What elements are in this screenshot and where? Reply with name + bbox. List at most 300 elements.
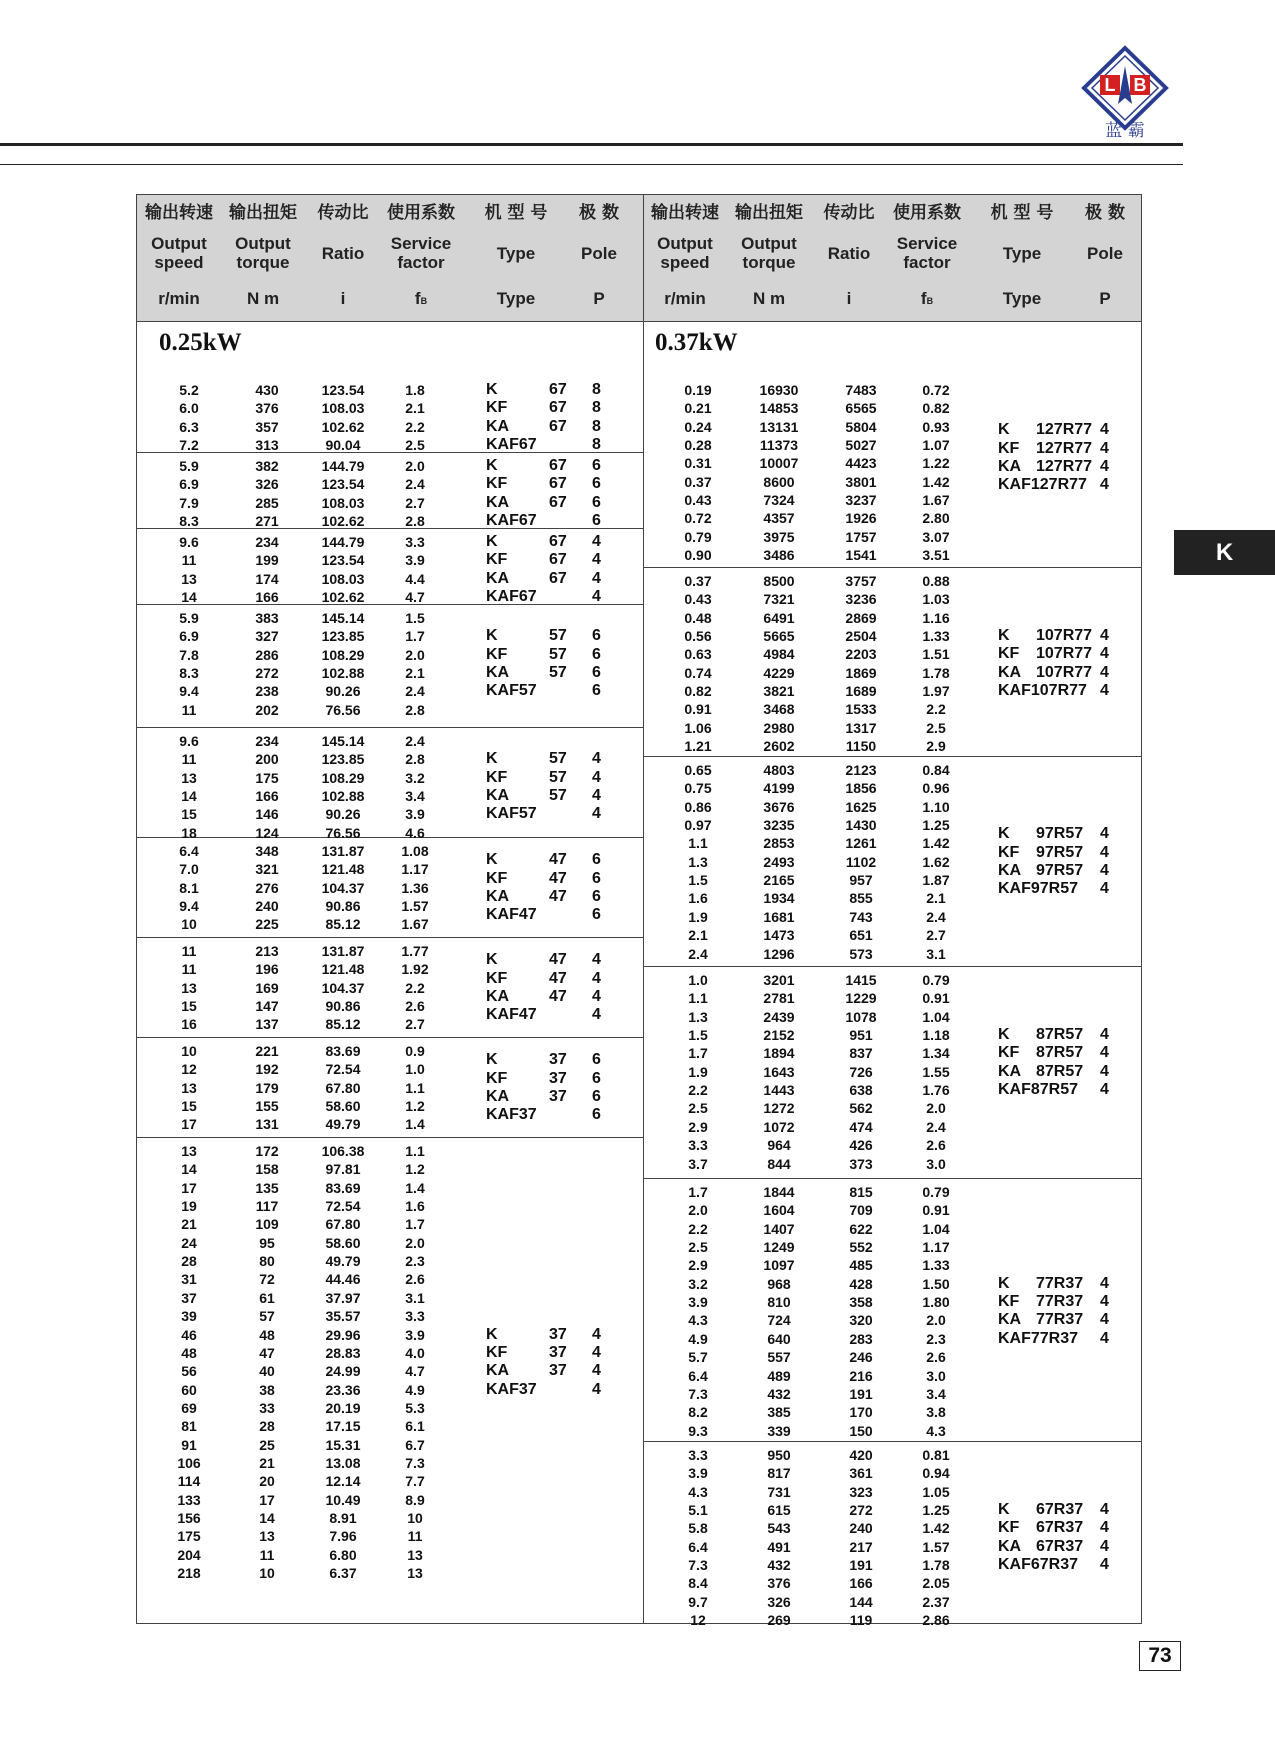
cell-speed: 9.3 (688, 1422, 708, 1439)
cell-torque: 13131 (759, 418, 799, 435)
cell-speed: 6.0 (179, 400, 199, 417)
cell-service-factor: 3.07 (922, 528, 950, 545)
group-1-0 (644, 377, 1141, 568)
cell-torque: 196 (255, 961, 279, 978)
type-row (137, 1362, 643, 1380)
cell-ratio: 131.87 (321, 943, 365, 959)
type-row (644, 421, 1141, 439)
type-prefix: KAF57 (486, 682, 537, 700)
cell-torque: 1604 (763, 1202, 795, 1219)
cell-service-factor: 1.51 (922, 646, 950, 663)
type-row (137, 1344, 643, 1362)
cell-ratio: 102.88 (321, 788, 365, 805)
top-rule-thin (0, 164, 1183, 165)
cell-speed: 14 (181, 1161, 197, 1178)
cell-ratio: 358 (849, 1294, 873, 1311)
cell-service-factor: 5.3 (405, 1399, 425, 1416)
table-row (644, 1256, 1141, 1274)
cell-torque: 3676 (763, 798, 795, 815)
type-size: 37 (549, 1325, 567, 1343)
cell-speed: 10 (181, 1043, 197, 1059)
type-size: 57 (549, 787, 567, 805)
cell-torque: 3821 (763, 683, 795, 700)
cell-torque: 47 (259, 1344, 275, 1361)
type-prefix: KAF67 (486, 436, 537, 454)
cell-speed: 1.6 (688, 890, 708, 907)
type-prefix: KAF47 (486, 906, 537, 924)
cell-ratio: 144 (849, 1593, 873, 1610)
cell-torque: 376 (255, 400, 279, 417)
cell-service-factor: 1.50 (922, 1275, 950, 1292)
cell-torque: 1072 (763, 1118, 795, 1135)
type-prefix: KA (486, 1087, 510, 1105)
cell-ratio: 6.37 (329, 1565, 357, 1582)
header-service-factor-zh: 使用系数 (893, 203, 961, 223)
cell-speed: 106 (177, 1454, 201, 1471)
cell-service-factor: 1.57 (401, 898, 429, 915)
type-row (137, 1051, 643, 1069)
header-service-factor-en: Service factor (390, 234, 452, 272)
cell-speed: 14 (181, 589, 197, 606)
type-pole: 6 (592, 682, 601, 700)
cell-ratio: 131.87 (321, 843, 365, 859)
cell-torque: 11 (259, 1546, 275, 1563)
cell-torque: 1272 (763, 1100, 795, 1117)
cell-torque: 6491 (763, 609, 795, 626)
type-prefix: K (486, 1325, 498, 1343)
header-output-torque-zh: 输出扭矩 (735, 203, 803, 223)
header-type-zh: 机 型 号 (990, 203, 1054, 223)
cell-service-factor: 2.6 (405, 998, 425, 1015)
cell-service-factor: 1.4 (405, 1179, 425, 1196)
type-row (137, 627, 643, 645)
type-prefix: K (486, 1051, 498, 1069)
cell-torque: 169 (255, 979, 279, 996)
type-row (137, 436, 643, 454)
table-row (644, 761, 1141, 779)
cell-service-factor: 2.37 (922, 1593, 950, 1610)
type-prefix: KAF77R37 (998, 1329, 1079, 1347)
group-0-1 (137, 453, 643, 529)
cell-speed: 81 (181, 1418, 197, 1435)
cell-speed: 16 (181, 1016, 197, 1033)
cell-torque: 810 (767, 1294, 791, 1311)
cell-service-factor: 13 (407, 1565, 423, 1582)
cell-service-factor: 13 (407, 1546, 423, 1563)
cell-service-factor: 6.7 (405, 1436, 425, 1453)
header-output-speed-en: Output speed (657, 234, 713, 272)
cell-speed: 11 (181, 552, 197, 569)
type-row (644, 1538, 1141, 1556)
cell-service-factor: 1.17 (401, 861, 429, 878)
cell-service-factor: 1.57 (922, 1538, 950, 1555)
type-row (644, 1556, 1141, 1574)
cell-speed: 0.86 (684, 798, 712, 815)
cell-speed: 0.19 (684, 382, 712, 398)
table-row (137, 732, 643, 750)
type-pole: 4 (1100, 682, 1109, 700)
table-row (644, 1238, 1141, 1256)
cell-torque: 240 (255, 898, 279, 915)
cell-speed: 7.3 (688, 1385, 708, 1402)
brand-logo (1078, 44, 1173, 139)
type-size: 97R57 (1036, 843, 1084, 861)
cell-service-factor: 2.6 (926, 1137, 946, 1154)
type-prefix: KAF67 (486, 512, 537, 530)
type-prefix: K (486, 750, 498, 768)
table-row (644, 945, 1141, 963)
type-size: 127R77 (1036, 439, 1093, 457)
cell-service-factor: 2.5 (405, 437, 425, 454)
cell-service-factor: 1.17 (922, 1239, 950, 1256)
cell-speed: 2.9 (688, 1257, 708, 1274)
type-prefix: KAF67R37 (998, 1556, 1079, 1574)
group-0-3 (137, 605, 643, 728)
cell-ratio: 1541 (845, 547, 877, 564)
type-prefix: KAF37 (486, 1106, 537, 1124)
table-row (644, 1593, 1141, 1611)
cell-service-factor: 0.88 (922, 573, 950, 589)
cell-service-factor: 1.8 (405, 382, 425, 398)
cell-speed: 1.7 (688, 1184, 708, 1200)
cell-service-factor: 0.93 (922, 418, 950, 435)
type-pole: 4 (1100, 1556, 1109, 1574)
cell-torque: 225 (255, 916, 279, 933)
logo-letter-l: L (1104, 75, 1116, 95)
type-prefix: KA (998, 663, 1022, 681)
type-size: 107R77 (1036, 663, 1093, 681)
type-prefix: KAF57 (486, 805, 537, 823)
type-size: 67 (549, 381, 567, 398)
cell-torque: 557 (767, 1349, 791, 1366)
cell-torque: 4357 (763, 510, 795, 527)
table-row (137, 1197, 643, 1215)
type-pole: 4 (1100, 1537, 1109, 1555)
header-pole-zh: 极 数 (1085, 203, 1125, 223)
cell-ratio: 1078 (845, 1008, 877, 1025)
cell-speed: 1.5 (688, 872, 708, 889)
cell-torque: 38 (259, 1381, 275, 1398)
type-pole: 6 (592, 1087, 601, 1105)
cell-ratio: 144.79 (321, 458, 365, 474)
type-row (137, 970, 643, 988)
type-pole: 4 (1100, 825, 1109, 843)
header-output-speed-zh: 输出转速 (651, 203, 719, 223)
cell-torque: 2493 (763, 853, 795, 870)
cell-torque: 80 (259, 1253, 275, 1270)
type-size: 67R37 (1036, 1519, 1084, 1537)
group-1-4 (644, 1179, 1141, 1442)
cell-ratio: 123.54 (321, 476, 365, 493)
cell-ratio: 166 (849, 1575, 873, 1592)
cell-speed: 3.9 (688, 1465, 708, 1482)
table-row (644, 1483, 1141, 1501)
cell-speed: 13 (181, 1079, 197, 1096)
cell-torque: 200 (255, 751, 279, 768)
cell-service-factor: 4.7 (405, 589, 425, 606)
cell-torque: 10007 (759, 455, 799, 472)
cell-speed: 13 (181, 769, 197, 786)
cell-torque: 1473 (763, 927, 795, 944)
cell-speed: 0.31 (684, 455, 712, 472)
type-size: 87R57 (1036, 1062, 1084, 1080)
type-size: 67 (549, 569, 567, 587)
cell-torque: 1443 (763, 1082, 795, 1099)
cell-service-factor: 2.1 (926, 890, 946, 907)
cell-service-factor: 3.3 (405, 534, 425, 550)
cell-ratio: 90.86 (325, 898, 361, 915)
cell-ratio: 1261 (845, 835, 877, 852)
cell-ratio: 24.99 (325, 1363, 361, 1380)
type-row (644, 862, 1141, 880)
type-row (644, 1063, 1141, 1081)
cell-service-factor: 0.81 (922, 1447, 950, 1463)
cell-torque: 234 (255, 733, 279, 749)
cell-service-factor: 3.0 (926, 1367, 946, 1384)
cell-ratio: 85.12 (325, 916, 361, 933)
table-row (644, 1008, 1141, 1026)
cell-service-factor: 4.0 (405, 1344, 425, 1361)
table-row (137, 1564, 643, 1582)
cell-torque: 16930 (759, 382, 799, 398)
cell-torque: 147 (255, 998, 279, 1015)
cell-ratio: 474 (849, 1118, 873, 1135)
cell-service-factor: 0.9 (405, 1043, 425, 1059)
cell-ratio: 5804 (845, 418, 877, 435)
cell-speed: 0.65 (684, 762, 712, 778)
type-row (137, 906, 643, 924)
cell-service-factor: 1.16 (922, 609, 950, 626)
cell-service-factor: 10 (407, 1510, 423, 1526)
type-pole: 6 (592, 493, 601, 511)
cell-torque: 272 (255, 665, 279, 682)
type-row (137, 1106, 643, 1124)
type-prefix: KA (486, 569, 510, 587)
table-row (644, 798, 1141, 816)
cell-torque: 964 (767, 1137, 791, 1154)
type-prefix: K (486, 951, 498, 969)
cell-service-factor: 4.7 (405, 1363, 425, 1380)
cell-speed: 13 (181, 570, 197, 587)
type-pole: 6 (592, 457, 601, 474)
type-prefix: KA (486, 987, 510, 1005)
type-prefix: KA (998, 1062, 1022, 1080)
table-row (137, 1252, 643, 1270)
table-row (644, 509, 1141, 527)
cell-ratio: 726 (849, 1063, 873, 1080)
type-prefix: KAF87R57 (998, 1081, 1079, 1099)
table-row (644, 926, 1141, 944)
header-output-speed-unit: r/min (158, 289, 200, 308)
cell-service-factor: 0.91 (922, 990, 950, 1007)
table-row (644, 1136, 1141, 1154)
cell-ratio: 373 (849, 1155, 873, 1172)
cell-torque: 10 (259, 1565, 275, 1582)
cell-torque: 2781 (763, 990, 795, 1007)
cell-torque: 383 (255, 610, 279, 626)
cell-speed: 8.3 (179, 513, 199, 530)
cell-torque: 17 (259, 1491, 275, 1508)
cell-ratio: 123.54 (321, 552, 365, 569)
type-row (137, 1088, 643, 1106)
cell-speed: 3.2 (688, 1275, 708, 1292)
cell-speed: 0.43 (684, 591, 712, 608)
type-row (644, 458, 1141, 476)
cell-service-factor: 1.03 (922, 591, 950, 608)
cell-ratio: 145.14 (321, 610, 365, 626)
header-ratio-zh: 传动比 (823, 203, 875, 223)
type-prefix: KAF47 (486, 1006, 537, 1024)
cell-torque: 109 (255, 1216, 279, 1233)
type-pole: 4 (1100, 645, 1109, 663)
cell-speed: 6.4 (688, 1538, 708, 1555)
cell-service-factor: 2.7 (405, 494, 425, 511)
cell-ratio: 121.48 (321, 861, 365, 878)
type-prefix: K (486, 533, 498, 550)
cell-torque: 1643 (763, 1063, 795, 1080)
table-row (644, 381, 1141, 399)
cell-torque: 4984 (763, 646, 795, 663)
cell-speed: 13 (181, 1143, 197, 1159)
type-pole: 4 (1100, 1293, 1109, 1311)
table-row (644, 1403, 1141, 1421)
cell-torque: 146 (255, 806, 279, 823)
cell-speed: 0.74 (684, 664, 712, 681)
type-prefix: K (998, 1026, 1010, 1044)
cell-speed: 17 (181, 1179, 197, 1196)
cell-speed: 10 (181, 916, 197, 933)
cell-ratio: 72.54 (325, 1198, 361, 1215)
header-pole-en: Pole (581, 244, 617, 263)
cell-ratio: 119 (849, 1612, 873, 1629)
type-row (644, 476, 1141, 494)
table-row (644, 572, 1141, 590)
cell-speed: 1.1 (688, 990, 708, 1007)
type-prefix: KF (998, 1044, 1020, 1062)
type-size: 57 (549, 768, 567, 786)
cell-ratio: 58.60 (325, 1098, 361, 1115)
cell-speed: 60 (181, 1381, 197, 1398)
cell-torque: 213 (255, 943, 279, 959)
cell-speed: 0.97 (684, 817, 712, 834)
header-output-torque-unit: N m (246, 289, 280, 308)
cell-speed: 1.06 (684, 719, 712, 736)
cell-torque: 357 (255, 418, 279, 435)
type-row (644, 1293, 1141, 1311)
type-size: 37 (549, 1343, 567, 1361)
table-row (137, 1160, 643, 1178)
type-row (137, 475, 643, 493)
header-type-zh: 机 型 号 (484, 203, 548, 223)
cell-ratio: 44.46 (325, 1271, 361, 1288)
table-row (137, 1436, 643, 1454)
type-prefix: KF (998, 645, 1020, 663)
cell-service-factor: 2.4 (405, 733, 425, 749)
cell-ratio: 108.03 (321, 400, 365, 417)
cell-ratio: 150 (849, 1422, 873, 1439)
cell-service-factor: 1.2 (405, 1098, 425, 1115)
cell-torque: 385 (767, 1404, 791, 1421)
cell-ratio: 1856 (845, 780, 877, 797)
cell-ratio: 8.91 (329, 1510, 357, 1526)
header-type-unit: Type (496, 289, 536, 308)
type-row (644, 880, 1141, 898)
header-output-torque-zh: 输出扭矩 (229, 203, 297, 223)
cell-speed: 133 (177, 1491, 201, 1508)
type-row (644, 825, 1141, 843)
table-row (644, 1118, 1141, 1136)
cell-ratio: 102.88 (321, 665, 365, 682)
cell-torque: 166 (255, 788, 279, 805)
cell-service-factor: 1.0 (405, 1061, 425, 1078)
type-pole: 4 (1100, 439, 1109, 457)
cell-torque: 321 (255, 861, 279, 878)
cell-service-factor: 11 (407, 1528, 423, 1545)
type-prefix: K (998, 421, 1010, 439)
cell-service-factor: 1.10 (922, 798, 950, 815)
cell-speed: 12 (690, 1612, 706, 1629)
cell-speed: 204 (177, 1546, 201, 1563)
cell-torque: 1407 (763, 1220, 795, 1237)
cell-ratio: 108.29 (321, 646, 365, 663)
type-prefix: KA (486, 887, 510, 905)
type-prefix: KA (486, 787, 510, 805)
cell-torque: 13 (259, 1528, 275, 1545)
table-row (644, 1446, 1141, 1464)
cell-torque: 175 (255, 769, 279, 786)
cell-ratio: 320 (849, 1312, 873, 1329)
cell-ratio: 1757 (845, 528, 877, 545)
table-row (644, 1099, 1141, 1117)
top-rule-thick (0, 143, 1183, 146)
type-row (644, 645, 1141, 663)
header-output-speed-zh: 输出转速 (145, 203, 213, 223)
type-size: 77R37 (1036, 1311, 1084, 1329)
cell-speed: 9.7 (688, 1593, 708, 1610)
cell-torque: 202 (255, 701, 279, 718)
cell-ratio: 58.60 (325, 1234, 361, 1251)
cell-service-factor: 3.0 (926, 1155, 946, 1172)
cell-torque: 8600 (763, 473, 795, 490)
cell-ratio: 123.54 (321, 382, 365, 398)
cell-torque: 326 (767, 1593, 791, 1610)
type-row (137, 1326, 643, 1344)
cell-service-factor: 1.1 (405, 1079, 425, 1096)
cell-speed: 17 (181, 1116, 197, 1133)
cell-ratio: 573 (849, 945, 873, 962)
cell-torque: 20 (259, 1473, 275, 1490)
cell-service-factor: 2.4 (926, 908, 946, 925)
cell-service-factor: 1.25 (922, 817, 950, 834)
table-row (644, 1385, 1141, 1403)
cell-speed: 91 (181, 1436, 197, 1453)
type-pole: 4 (1100, 861, 1109, 879)
table-row (137, 1491, 643, 1509)
table-row (644, 971, 1141, 989)
cell-ratio: 76.56 (325, 701, 361, 718)
cell-ratio: 4423 (845, 455, 877, 472)
cell-service-factor: 2.4 (405, 683, 425, 700)
cell-torque: 3201 (763, 972, 795, 988)
type-row (644, 844, 1141, 862)
cell-service-factor: 1.04 (922, 1008, 950, 1025)
type-pole: 6 (592, 664, 601, 682)
cell-ratio: 217 (849, 1538, 873, 1555)
page-number: 73 (1139, 1641, 1181, 1671)
table-row (137, 701, 643, 719)
cell-speed: 7.8 (179, 646, 199, 663)
type-pole: 6 (592, 1051, 601, 1069)
